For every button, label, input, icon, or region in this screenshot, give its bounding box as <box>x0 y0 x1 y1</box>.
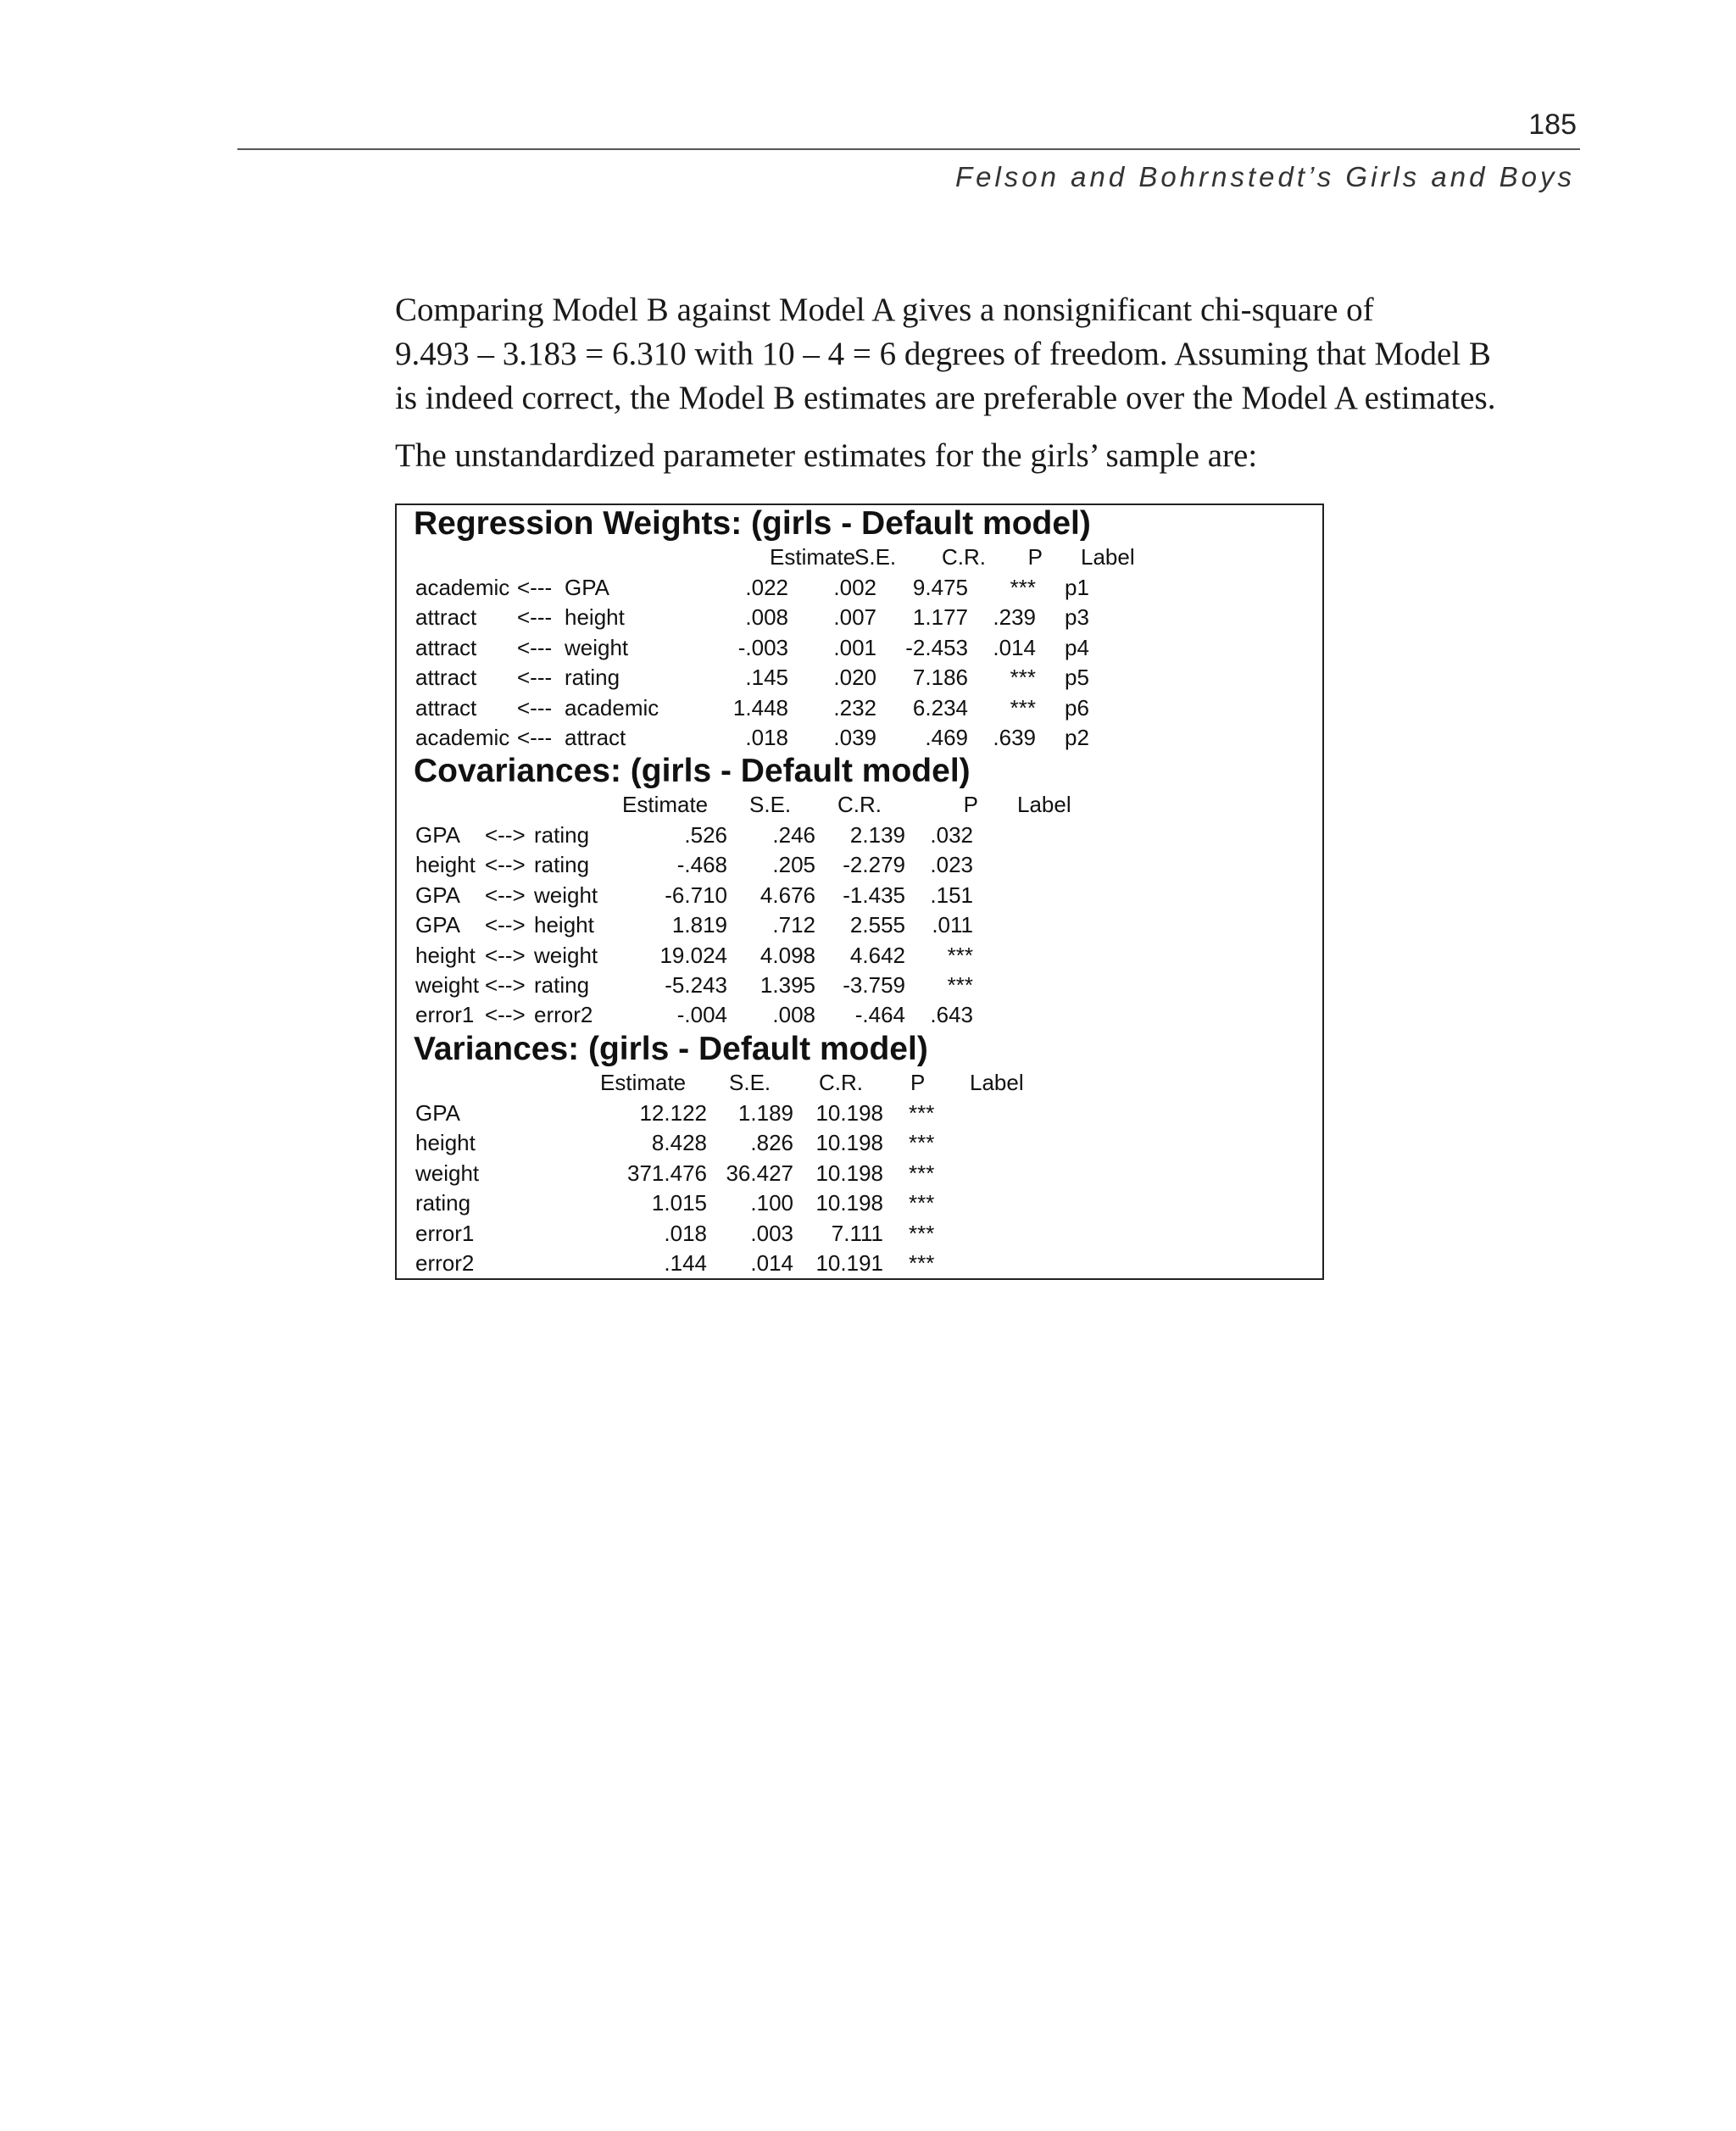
table-cell: GPA <box>415 822 460 848</box>
regression-weights-title: Regression Weights: (girls - Default model) <box>414 505 1091 542</box>
header-rule <box>237 148 1580 150</box>
table-cell: p6 <box>1065 694 1089 721</box>
page-number: 185 <box>1528 108 1577 141</box>
paragraph-chi-square <box>395 288 1582 420</box>
table-cell: <--> <box>485 882 526 908</box>
table-cell: .001 <box>833 634 876 660</box>
column-header: P <box>910 1070 926 1095</box>
table-cell: 6.234 <box>912 694 968 721</box>
variances-title: Variances: (girls - Default model) <box>414 1031 928 1067</box>
table-cell: *** <box>909 1220 935 1246</box>
table-cell: weight <box>415 972 480 998</box>
table-cell: 7.186 <box>912 665 968 691</box>
table-cell: 1.395 <box>760 972 815 998</box>
table-cell: .018 <box>745 725 788 750</box>
table-cell: 1.015 <box>651 1190 707 1216</box>
table-cell: 7.111 <box>831 1220 883 1246</box>
table-cell: error2 <box>415 1250 475 1276</box>
table-cell: rating <box>534 972 590 998</box>
table-cell: attract <box>415 694 477 721</box>
column-header: C.R. <box>837 792 882 817</box>
table-cell: <--> <box>485 1002 526 1028</box>
table-cell: error1 <box>415 1220 475 1246</box>
table-cell: rating <box>534 852 590 878</box>
table-cell: *** <box>1010 575 1036 600</box>
amos-output-box <box>395 504 1324 1280</box>
table-cell: *** <box>909 1130 935 1156</box>
table-cell: .712 <box>772 912 815 938</box>
table-cell: rating <box>534 822 590 848</box>
table-cell: .014 <box>993 634 1036 660</box>
table-cell: .018 <box>664 1220 707 1246</box>
table-cell: 9.475 <box>912 575 968 600</box>
table-cell: -1.435 <box>843 882 905 908</box>
column-header: Estimate <box>600 1070 687 1095</box>
table-cell: <--- <box>517 575 553 600</box>
table-cell: 12.122 <box>639 1100 707 1126</box>
table-cell: weight <box>534 942 598 968</box>
table-cell: *** <box>909 1250 935 1276</box>
table-cell: *** <box>1010 694 1036 721</box>
table-cell: .145 <box>745 665 788 691</box>
table-cell: .826 <box>750 1130 793 1156</box>
column-header: S.E. <box>749 792 792 817</box>
table-cell: -.464 <box>854 1002 905 1028</box>
running-head: Felson and Bohrnstedt’s Girls and Boys <box>954 161 1575 192</box>
covariances-title: Covariances: (girls - Default model) <box>414 753 971 789</box>
table-cell: academic <box>565 694 659 721</box>
table-cell: 10.198 <box>815 1100 883 1126</box>
table-cell: 2.555 <box>849 912 905 938</box>
table-cell: *** <box>909 1160 935 1186</box>
column-header: Estimate <box>622 792 709 817</box>
table-cell: .011 <box>932 912 973 938</box>
table-cell: 1.819 <box>671 912 727 938</box>
table-cell: -5.243 <box>665 972 727 998</box>
table-cell: *** <box>947 942 973 968</box>
table-cell: .144 <box>664 1250 707 1276</box>
table-cell: 10.191 <box>815 1250 883 1276</box>
table-cell: <--- <box>517 634 553 660</box>
table-cell: weight <box>415 1160 480 1186</box>
column-header: Label <box>1017 792 1071 817</box>
column-header: Estimate <box>770 544 856 570</box>
column-header: C.R. <box>819 1070 863 1095</box>
table-cell: <--- <box>517 694 553 721</box>
column-header: P <box>963 792 978 817</box>
table-cell: .526 <box>684 822 727 848</box>
table-cell: p4 <box>1065 634 1089 660</box>
table-cell: 1.177 <box>912 604 968 631</box>
table-cell: height <box>415 852 476 878</box>
table-cell: GPA <box>415 882 460 908</box>
table-cell: *** <box>947 972 973 998</box>
table-cell: -.003 <box>737 634 788 660</box>
table-cell: height <box>534 912 594 938</box>
table-cell: <--> <box>485 822 526 848</box>
table-cell: .643 <box>930 1002 973 1028</box>
table-cell: 19.024 <box>659 942 727 968</box>
table-cell: .232 <box>833 694 876 721</box>
table-cell: *** <box>909 1190 935 1216</box>
table-cell: .239 <box>993 604 1036 631</box>
table-cell: 2.139 <box>849 822 905 848</box>
table-cell: 4.098 <box>760 942 815 968</box>
table-cell: p3 <box>1065 604 1089 631</box>
table-cell: 371.476 <box>627 1160 707 1186</box>
table-cell: attract <box>415 665 477 691</box>
table-cell: -2.453 <box>905 634 968 660</box>
table-cell: .151 <box>930 882 973 908</box>
table-cell: p5 <box>1065 665 1089 691</box>
table-cell: .007 <box>833 604 876 631</box>
table-cell: 4.642 <box>849 942 905 968</box>
table-cell: .100 <box>750 1190 793 1216</box>
table-cell: -.468 <box>676 852 727 878</box>
table-cell: -6.710 <box>665 882 727 908</box>
table-cell: p2 <box>1065 725 1089 750</box>
table-cell: .469 <box>925 725 968 750</box>
column-header: Label <box>1081 544 1135 570</box>
table-cell: 10.198 <box>815 1160 883 1186</box>
table-cell: attract <box>415 634 477 660</box>
table-cell: <--- <box>517 604 553 631</box>
table-cell: academic <box>415 725 510 750</box>
table-cell: attract <box>415 604 477 631</box>
table-cell: 1.448 <box>732 694 788 721</box>
table-cell: weight <box>534 882 598 908</box>
table-cell: 10.198 <box>815 1190 883 1216</box>
table-cell: 8.428 <box>651 1130 707 1156</box>
table-cell: .246 <box>772 822 815 848</box>
table-cell: .003 <box>750 1220 793 1246</box>
paragraph-intro: The unstandardized parameter estimates for the girls’ sample are: <box>395 437 1258 474</box>
column-header: S.E. <box>854 544 897 570</box>
table-cell: .022 <box>745 575 788 600</box>
table-cell: .039 <box>833 725 876 750</box>
table-cell: .639 <box>993 725 1036 750</box>
table-cell: attract <box>565 725 626 750</box>
table-cell: <--- <box>517 665 553 691</box>
table-cell: .014 <box>750 1250 793 1276</box>
table-cell: <--> <box>485 972 526 998</box>
paragraph-line: Comparing Model B against Model A gives a nonsignificant chi-square of <box>395 292 1374 328</box>
column-header: Label <box>970 1070 1024 1095</box>
table-cell: <--> <box>485 942 526 968</box>
table-cell: GPA <box>415 912 460 938</box>
table-cell: 36.427 <box>726 1160 793 1186</box>
table-cell: <--> <box>485 852 526 878</box>
table-cell: .008 <box>745 604 788 631</box>
table-cell: error2 <box>534 1002 593 1028</box>
table-cell: .020 <box>833 665 876 691</box>
column-header: S.E. <box>729 1070 771 1095</box>
table-cell: rating <box>565 665 620 691</box>
table-cell: academic <box>415 575 510 600</box>
paragraph-line: is indeed correct, the Model B estimates are preferable over the Model A estimates. <box>395 380 1496 416</box>
table-cell: height <box>565 604 625 631</box>
table-cell: p1 <box>1065 575 1089 600</box>
table-cell: .205 <box>772 852 815 878</box>
table-cell: 4.676 <box>760 882 815 908</box>
table-cell: height <box>415 942 476 968</box>
table-cell: 10.198 <box>815 1130 883 1156</box>
table-cell: GPA <box>565 575 609 600</box>
table-cell: .032 <box>930 822 973 848</box>
table-cell: <--> <box>485 912 526 938</box>
column-header: P <box>1027 544 1043 570</box>
table-cell: GPA <box>415 1100 460 1126</box>
table-cell: 1.189 <box>737 1100 793 1126</box>
table-cell: -.004 <box>676 1002 727 1028</box>
paragraph-line: 9.493 – 3.183 = 6.310 with 10 – 4 = 6 degrees of freedom. Assuming that Model B <box>395 336 1491 372</box>
column-header: C.R. <box>942 544 986 570</box>
table-cell: height <box>415 1130 476 1156</box>
table-cell: weight <box>565 634 629 660</box>
table-cell: <--- <box>517 725 553 750</box>
table-cell: -3.759 <box>843 972 905 998</box>
table-cell: .008 <box>772 1002 815 1028</box>
table-cell: *** <box>1010 665 1036 691</box>
table-cell: .023 <box>930 852 973 878</box>
table-cell: -2.279 <box>843 852 905 878</box>
table-cell: *** <box>909 1100 935 1126</box>
table-cell: error1 <box>415 1002 475 1028</box>
table-cell: .002 <box>833 575 876 600</box>
table-cell: rating <box>415 1190 471 1216</box>
